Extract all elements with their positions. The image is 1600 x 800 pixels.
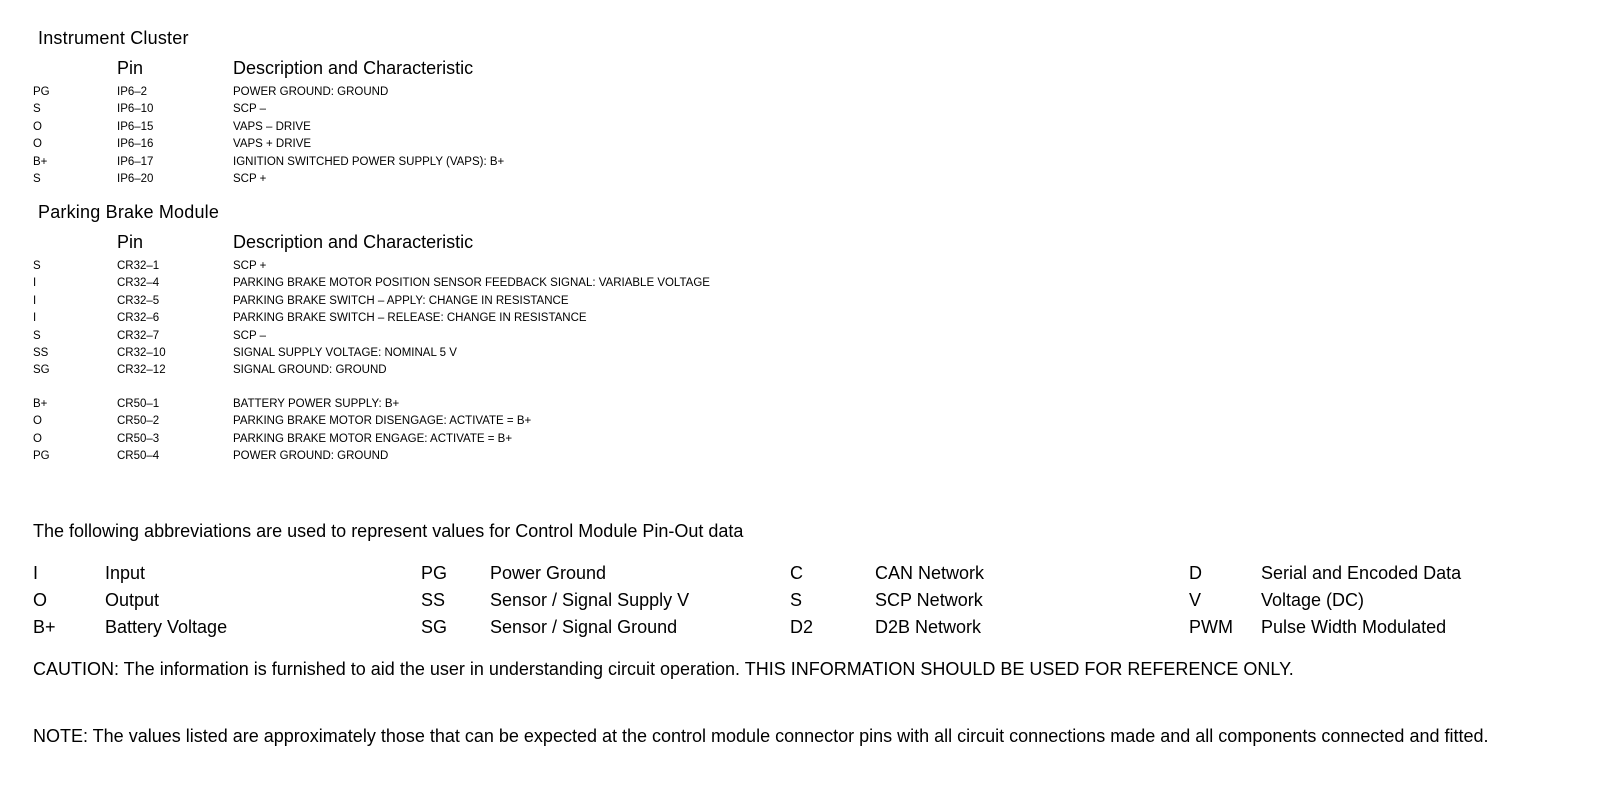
abbreviations-legend bbox=[33, 560, 1573, 641]
pin-type-code: S bbox=[33, 260, 41, 272]
pin-number: IP6–10 bbox=[117, 103, 154, 116]
pin-type-code: O bbox=[33, 138, 42, 151]
pin-type-code: O bbox=[33, 120, 42, 133]
instrument-cluster-title: Instrument Cluster bbox=[38, 28, 189, 48]
pin-type-code: S bbox=[33, 103, 41, 116]
abbreviation-code: D bbox=[1189, 563, 1202, 583]
pin-number: IP6–20 bbox=[117, 172, 154, 185]
pin-description: PARKING BRAKE MOTOR DISENGAGE: ACTIVATE = B+ bbox=[233, 415, 532, 428]
pin-type-code: I bbox=[33, 294, 37, 307]
abbreviation-meaning: Output bbox=[105, 590, 160, 610]
pin-number: CR32–6 bbox=[117, 312, 160, 325]
instrument-cluster-pin-table bbox=[33, 84, 933, 188]
pin-description: IGNITION SWITCHED POWER SUPPLY (VAPS): B+ bbox=[233, 155, 505, 168]
parking-brake-pin-header: Pin bbox=[117, 232, 144, 252]
abbreviation-code: D2 bbox=[790, 617, 814, 637]
pin-type-code: SG bbox=[33, 364, 50, 377]
pin-type-code: I bbox=[33, 312, 37, 325]
pin-row bbox=[33, 171, 933, 188]
pin-number: IP6–17 bbox=[117, 155, 154, 168]
pin-description: PARKING BRAKE SWITCH – APPLY: CHANGE IN RESISTANCE bbox=[233, 294, 569, 307]
abbreviation-code: SS bbox=[421, 590, 446, 610]
abbreviation-code: B+ bbox=[33, 617, 56, 637]
abbreviation-code: PG bbox=[421, 563, 448, 583]
parking-brake-pin-table-cr32 bbox=[33, 258, 933, 380]
abbreviation-code: V bbox=[1189, 590, 1202, 610]
pin-row bbox=[33, 154, 933, 171]
abbreviation-meaning: D2B Network bbox=[875, 617, 982, 637]
abbreviation-meaning: Input bbox=[105, 563, 146, 583]
pin-row bbox=[33, 328, 933, 345]
abbreviation-meaning: Power Ground bbox=[490, 563, 607, 583]
pin-description: POWER GROUND: GROUND bbox=[233, 86, 389, 98]
note-text: NOTE: The values listed are approximately those that can be expected at the control module connector pins with all circuit connections made and all components connected and fitted. bbox=[33, 726, 1489, 746]
pin-type-code: I bbox=[33, 277, 37, 290]
pin-row bbox=[33, 84, 933, 101]
pin-row bbox=[33, 345, 933, 362]
instrument-cluster-desc-header: Description and Characteristic bbox=[233, 58, 474, 78]
pin-type-code: S bbox=[33, 329, 41, 342]
pin-description: SCP – bbox=[233, 329, 267, 342]
pin-description: PARKING BRAKE MOTOR POSITION SENSOR FEEDBACK SIGNAL: VARIABLE VOLTAGE bbox=[233, 277, 710, 290]
abbreviation-meaning: Pulse Width Modulated bbox=[1261, 617, 1447, 637]
caution-text: CAUTION: The information is furnished to aid the user in understanding circuit operation. THIS INFORMATION SHOULD BE USED FOR REFERENCE ONLY. bbox=[33, 659, 1294, 679]
pin-row bbox=[33, 310, 933, 327]
pin-number: CR32–10 bbox=[117, 346, 166, 359]
pin-row bbox=[33, 258, 933, 275]
pin-type-code: O bbox=[33, 415, 42, 428]
pin-number: IP6–15 bbox=[117, 120, 154, 133]
pin-row bbox=[33, 136, 933, 153]
abbreviation-code: C bbox=[790, 563, 803, 583]
pin-type-code: B+ bbox=[33, 155, 48, 168]
pin-type-code: PG bbox=[33, 450, 50, 463]
pin-description: POWER GROUND: GROUND bbox=[233, 450, 389, 463]
pin-row bbox=[33, 119, 933, 136]
pin-number: CR32–5 bbox=[117, 294, 160, 307]
pin-number: CR32–7 bbox=[117, 329, 160, 342]
pin-type-code: S bbox=[33, 172, 41, 185]
pin-number: CR50–3 bbox=[117, 432, 160, 445]
abbreviation-code: O bbox=[33, 590, 48, 610]
abbreviation-code: PWM bbox=[1189, 617, 1233, 637]
pin-number: CR32–1 bbox=[117, 260, 160, 272]
pin-number: CR32–12 bbox=[117, 364, 166, 377]
pin-description: SCP – bbox=[233, 103, 267, 116]
pin-row bbox=[33, 413, 933, 430]
abbreviation-code: S bbox=[790, 590, 803, 610]
pin-type-code: SS bbox=[33, 346, 49, 359]
abbreviation-meaning: Sensor / Signal Ground bbox=[490, 617, 678, 637]
abbreviation-code: SG bbox=[421, 617, 448, 637]
abbreviations-intro: The following abbreviations are used to represent values for Control Module Pin-Out data bbox=[33, 521, 744, 541]
pin-row bbox=[33, 275, 933, 292]
pin-row bbox=[33, 431, 933, 448]
pin-description: SIGNAL GROUND: GROUND bbox=[233, 364, 387, 377]
pin-number: IP6–16 bbox=[117, 138, 154, 151]
pin-row bbox=[33, 362, 933, 379]
abbreviation-row bbox=[33, 587, 1573, 614]
abbreviation-meaning: Voltage (DC) bbox=[1261, 590, 1365, 610]
pin-row bbox=[33, 396, 933, 413]
pin-description: VAPS – DRIVE bbox=[233, 120, 311, 133]
pin-type-code: PG bbox=[33, 86, 50, 98]
pin-description: SCP + bbox=[233, 260, 267, 272]
abbreviation-meaning: SCP Network bbox=[875, 590, 983, 610]
parking-brake-desc-header: Description and Characteristic bbox=[233, 232, 474, 252]
abbreviation-row bbox=[33, 614, 1573, 641]
pin-description: BATTERY POWER SUPPLY: B+ bbox=[233, 398, 400, 410]
abbreviation-meaning: Serial and Encoded Data bbox=[1261, 563, 1462, 583]
abbreviation-meaning: Sensor / Signal Supply V bbox=[490, 590, 690, 610]
abbreviation-code: I bbox=[33, 563, 39, 583]
pin-type-code: B+ bbox=[33, 398, 48, 410]
pin-row bbox=[33, 293, 933, 310]
pin-description: PARKING BRAKE MOTOR ENGAGE: ACTIVATE = B+ bbox=[233, 432, 513, 445]
pin-number: IP6–2 bbox=[117, 86, 148, 98]
parking-brake-pin-table-cr50 bbox=[33, 396, 933, 466]
pin-number: CR32–4 bbox=[117, 277, 160, 290]
pin-description: SIGNAL SUPPLY VOLTAGE: NOMINAL 5 V bbox=[233, 346, 457, 359]
pin-number: CR50–4 bbox=[117, 450, 160, 463]
pin-number: CR50–1 bbox=[117, 398, 160, 410]
abbreviation-meaning: CAN Network bbox=[875, 563, 985, 583]
parking-brake-module-title: Parking Brake Module bbox=[38, 202, 220, 222]
pin-row bbox=[33, 448, 933, 465]
pin-row bbox=[33, 101, 933, 118]
abbreviation-row bbox=[33, 560, 1573, 587]
abbreviation-meaning: Battery Voltage bbox=[105, 617, 228, 637]
pin-description: SCP + bbox=[233, 172, 267, 185]
pin-description: VAPS + DRIVE bbox=[233, 138, 312, 151]
pin-type-code: O bbox=[33, 432, 42, 445]
instrument-cluster-pin-header: Pin bbox=[117, 58, 144, 78]
pin-description: PARKING BRAKE SWITCH – RELEASE: CHANGE IN RESISTANCE bbox=[233, 312, 587, 325]
pin-number: CR50–2 bbox=[117, 415, 160, 428]
